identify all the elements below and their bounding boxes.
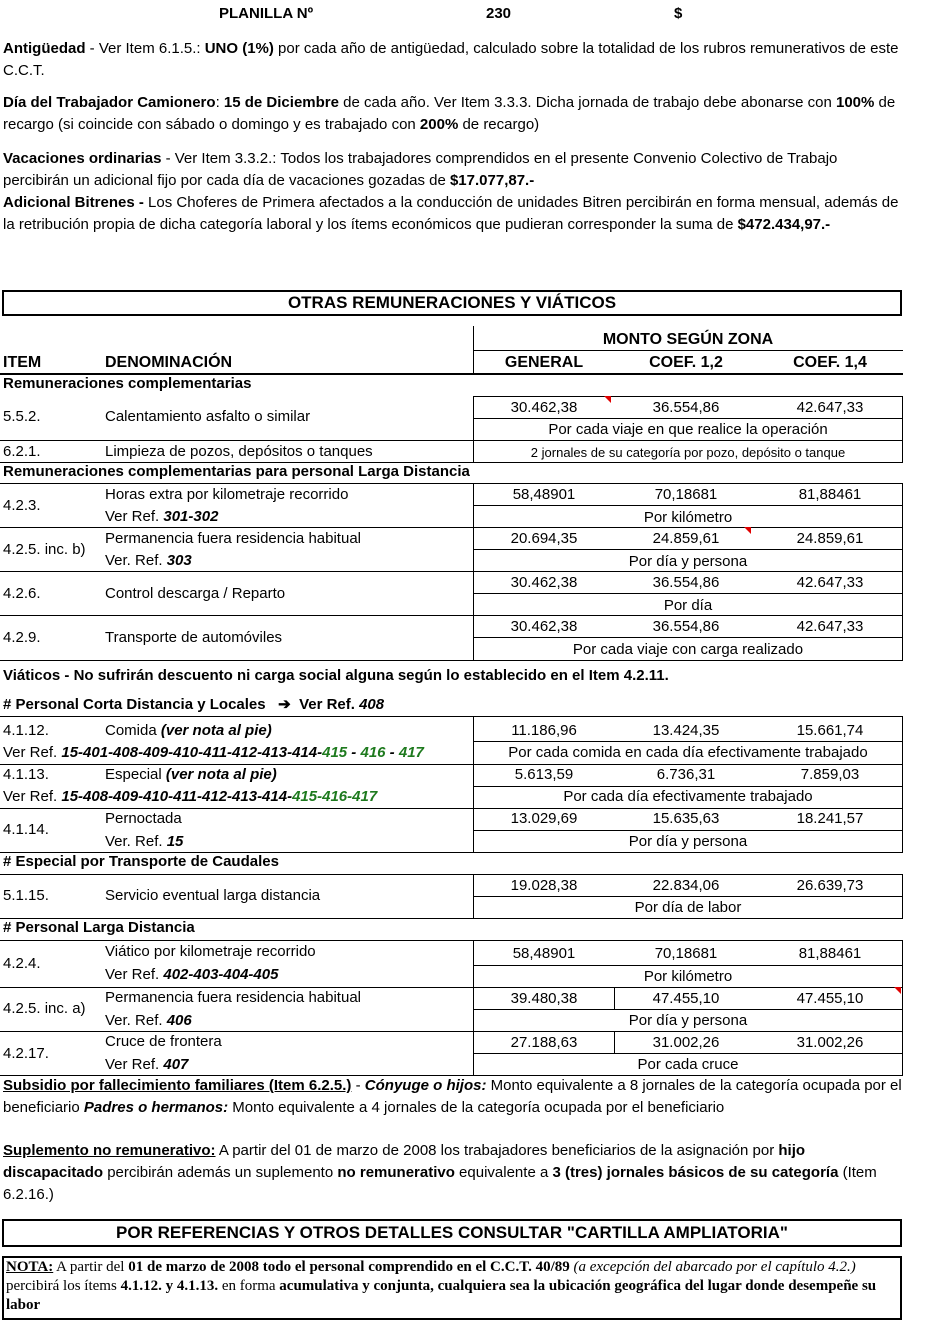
row-ref: Ver. Ref. 15 <box>105 833 184 850</box>
row-unit: Por cada cruce <box>637 1056 739 1073</box>
row-item: 5.1.15. <box>3 887 49 904</box>
comment-marker <box>894 987 901 994</box>
row-denom: Horas extra por kilometraje recorrido <box>105 486 349 503</box>
row-unit: Por día y persona <box>628 833 748 850</box>
row-ref: Ver Ref. 15-401-408-409-410-411-412-413-414-415 - 416 - 417 <box>3 744 424 761</box>
row-coef14: 31.002,26 <box>796 1034 864 1051</box>
row-denom: Permanencia fuera residencia habitual <box>105 989 361 1006</box>
section-remuneraciones: Remuneraciones complementarias <box>3 375 252 392</box>
row-general: 58,48901 <box>512 945 576 962</box>
row-item: 4.2.6. <box>3 585 41 602</box>
section-personal-larga: # Personal Larga Distancia <box>3 919 195 936</box>
comment-marker <box>604 396 611 403</box>
row-denom: Control descarga / Reparto <box>105 585 286 602</box>
row-coef14: 7.859,03 <box>800 766 860 783</box>
row-unit: Por día de labor <box>634 899 742 916</box>
row-coef14: 81,88461 <box>798 945 862 962</box>
row-general: 11.186,96 <box>511 722 577 739</box>
table-line <box>473 549 903 550</box>
row-coef12: 6.736,31 <box>656 766 716 783</box>
row-denom: Viático por kilometraje recorrido <box>105 943 316 960</box>
row-coef14: 42.647,33 <box>796 399 864 416</box>
row-ref: Ver Ref. 15-408-409-410-411-412-413-414-415-416-417 <box>3 788 378 805</box>
table-line <box>473 593 903 594</box>
comment-marker <box>744 527 751 534</box>
row-general: 39.480,38 <box>510 990 578 1007</box>
row-coef14: 42.647,33 <box>796 618 864 635</box>
currency-symbol: $ <box>674 5 683 22</box>
row-coef12: 70,18681 <box>654 945 718 962</box>
row-denom: Permanencia fuera residencia habitual <box>105 530 361 547</box>
row-general: 20.694,35 <box>510 530 578 547</box>
row-unit: Por kilómetro <box>643 509 733 526</box>
row-coef14: 15.661,74 <box>796 722 864 739</box>
section-corta-distancia: # Personal Corta Distancia y Locales ➔ Ver Ref. 408 <box>3 696 385 713</box>
row-coef12: 36.554,86 <box>652 574 720 591</box>
row-unit: Por cada día efectivamente trabajado <box>563 788 813 805</box>
subsidio-paragraph: Subsidio por fallecimiento familiares (Item 6.2.5.) - Cónyuge o hijos: Monto equivalente a 8 jornales de la categoría ocupada por el beneficiario Padres o hermanos: Monto equivalente a 4 jornales de la categoría ocupada por el beneficiario <box>3 1077 902 1116</box>
row-item: 4.2.3. <box>3 497 41 514</box>
row-denom: Servicio eventual larga distancia <box>105 887 321 904</box>
table-line <box>0 716 903 717</box>
col-item-header: ITEM <box>3 354 42 371</box>
row-ref: Ver Ref. 301-302 <box>105 508 219 525</box>
row-coef14: 47.455,10 <box>796 990 864 1007</box>
planilla-number: 230 <box>486 5 512 22</box>
row-denom: Calentamiento asfalto o similar <box>105 408 311 425</box>
row-unit: Por kilómetro <box>643 968 733 985</box>
camionero-paragraph: Día del Trabajador Camionero: 15 de Diciembre de cada año. Ver Item 3.3.3. Dicha jornada de trabajo debe abonarse con 100% de recargo (si coincide con sábado o domingo y es trabajado con 200% de recargo) <box>3 94 896 133</box>
section-caudales: # Especial por Transporte de Caudales <box>3 853 279 870</box>
row-item: 4.1.12. <box>3 722 49 739</box>
row-denom: Pernoctada <box>105 810 182 827</box>
row-coef12: 70,18681 <box>654 486 718 503</box>
row-ref: Ver. Ref. 406 <box>105 1012 192 1029</box>
row-coef12: 36.554,86 <box>652 399 720 416</box>
antiguedad-paragraph: Antigüedad - Ver Item 6.1.5.: UNO (1%) por cada año de antigüedad, calculado sobre la totalidad de los rubros remunerativos de este C.C.T. <box>3 40 899 79</box>
table-line <box>473 505 903 506</box>
row-item: 4.2.5. inc. b) <box>3 541 86 558</box>
row-ref: Ver. Ref. 303 <box>105 552 192 569</box>
row-coef14: 42.647,33 <box>796 574 864 591</box>
row-unit: Por día y persona <box>628 1012 748 1029</box>
row-general: 58,48901 <box>512 486 576 503</box>
row-coef12: 15.635,63 <box>652 810 720 827</box>
table-line <box>473 637 903 638</box>
suplemento-paragraph: Suplemento no remunerativo: A partir del 01 de marzo de 2008 los trabajadores beneficiarios de la asignación por hijo discapacitado percibirán además un suplemento no remunerativo equivalente a 3 (tres) jornales básicos de su categoría (Item 6.2.16.) <box>3 1142 877 1203</box>
vacaciones-paragraph: Vacaciones ordinarias - Ver Item 3.3.2.: Todos los trabajadores comprendidos en el presente Convenio Colectivo de Trabajo percibirán un adicional fijo por cada día de vacaciones gozadas de $17.077,87.- <box>3 150 838 189</box>
row-item: 4.2.17. <box>3 1045 49 1062</box>
row-item: 5.5.2. <box>3 408 41 425</box>
col-coef14-header: COEF. 1,4 <box>793 354 867 371</box>
row-item: 4.1.14. <box>3 821 49 838</box>
row-coef14: 81,88461 <box>798 486 862 503</box>
row-unit: Por cada viaje con carga realizado <box>572 641 804 658</box>
row-general: 30.462,38 <box>510 399 578 416</box>
row-denom: Transporte de automóviles <box>105 629 283 646</box>
planilla-label: PLANILLA Nº <box>219 5 314 22</box>
col-general-header: GENERAL <box>504 354 584 371</box>
row-ref: Ver Ref. 402-403-404-405 <box>105 966 279 983</box>
row-item: 4.2.9. <box>3 629 41 646</box>
monto-header: MONTO SEGÚN ZONA <box>602 331 774 348</box>
row-coef14: 26.639,73 <box>796 877 864 894</box>
row-unit: 2 jornales de su categoría por pozo, depósito o tanque <box>530 445 846 460</box>
table-title: OTRAS REMUNERACIONES Y VIÁTICOS <box>2 290 902 316</box>
row-general: 27.188,63 <box>510 1034 578 1051</box>
row-unit: Por día y persona <box>628 553 748 570</box>
row-item: 4.2.4. <box>3 955 41 972</box>
bitrenes-paragraph: Adicional Bitrenes - Los Choferes de Primera afectados a la conducción de unidades Bitren percibirán en forma mensual, además de la retribución propia de dicha categoría laboral y los ítems económicos que pudieran corresponder la suma de $472.434,97.- <box>3 194 899 233</box>
row-denom: Cruce de frontera <box>105 1033 222 1050</box>
row-unit: Por cada comida en cada día efectivamente trabajado <box>508 744 868 761</box>
row-general: 30.462,38 <box>510 618 578 635</box>
row-ref: Ver Ref. 407 <box>105 1056 189 1073</box>
row-coef12: 31.002,26 <box>652 1034 720 1051</box>
row-coef12: 13.424,35 <box>652 722 720 739</box>
row-item: 4.2.5. inc. a) <box>3 1000 86 1017</box>
row-denom: Especial (ver nota al pie) <box>105 766 277 783</box>
row-item: 4.1.13. <box>3 766 49 783</box>
divider <box>473 350 903 351</box>
row-unit: Por día <box>663 597 713 614</box>
row-denom: Limpieza de pozos, depósitos o tanques <box>105 443 373 460</box>
row-general: 5.613,59 <box>514 766 574 783</box>
col-coef12-header: COEF. 1,2 <box>649 354 723 371</box>
row-general: 19.028,38 <box>510 877 578 894</box>
row-coef14: 18.241,57 <box>796 810 864 827</box>
referencias-box: POR REFERENCIAS Y OTROS DETALLES CONSULTAR "CARTILLA AMPLIATORIA" <box>2 1219 902 1247</box>
row-coef12: 24.859,61 <box>652 530 720 547</box>
col-denom-header: DENOMINACIÓN <box>105 354 233 371</box>
arrow-icon: ➔ <box>278 696 291 713</box>
row-coef12: 22.834,06 <box>652 877 720 894</box>
row-item: 6.2.1. <box>3 443 41 460</box>
row-general: 30.462,38 <box>510 574 578 591</box>
row-coef14: 24.859,61 <box>796 530 864 547</box>
row-coef12: 36.554,86 <box>652 618 720 635</box>
nota-box: NOTA: A partir del 01 de marzo de 2008 todo el personal comprendido en el C.C.T. 40/89 (a excepción del abarcado por el capítulo 4.2.) percibirá los ítems 4.1.12. y 4.1.13. en forma acumulativa y conjunta, cualquiera sea la ubicación geográfica del lugar donde desempeñe su labor <box>2 1256 902 1320</box>
row-general: 13.029,69 <box>510 810 578 827</box>
row-coef12: 47.455,10 <box>652 990 720 1007</box>
viaticos-note: Viáticos - No sufrirán descuento ni carga social alguna según lo establecido en el Item 4.2.11. <box>3 667 669 684</box>
table-line <box>0 660 903 661</box>
section-larga-distancia: Remuneraciones complementarias para personal Larga Distancia <box>3 463 470 480</box>
row-unit: Por cada viaje en que realice la operación <box>548 421 828 438</box>
row-denom: Comida (ver nota al pie) <box>105 722 272 739</box>
